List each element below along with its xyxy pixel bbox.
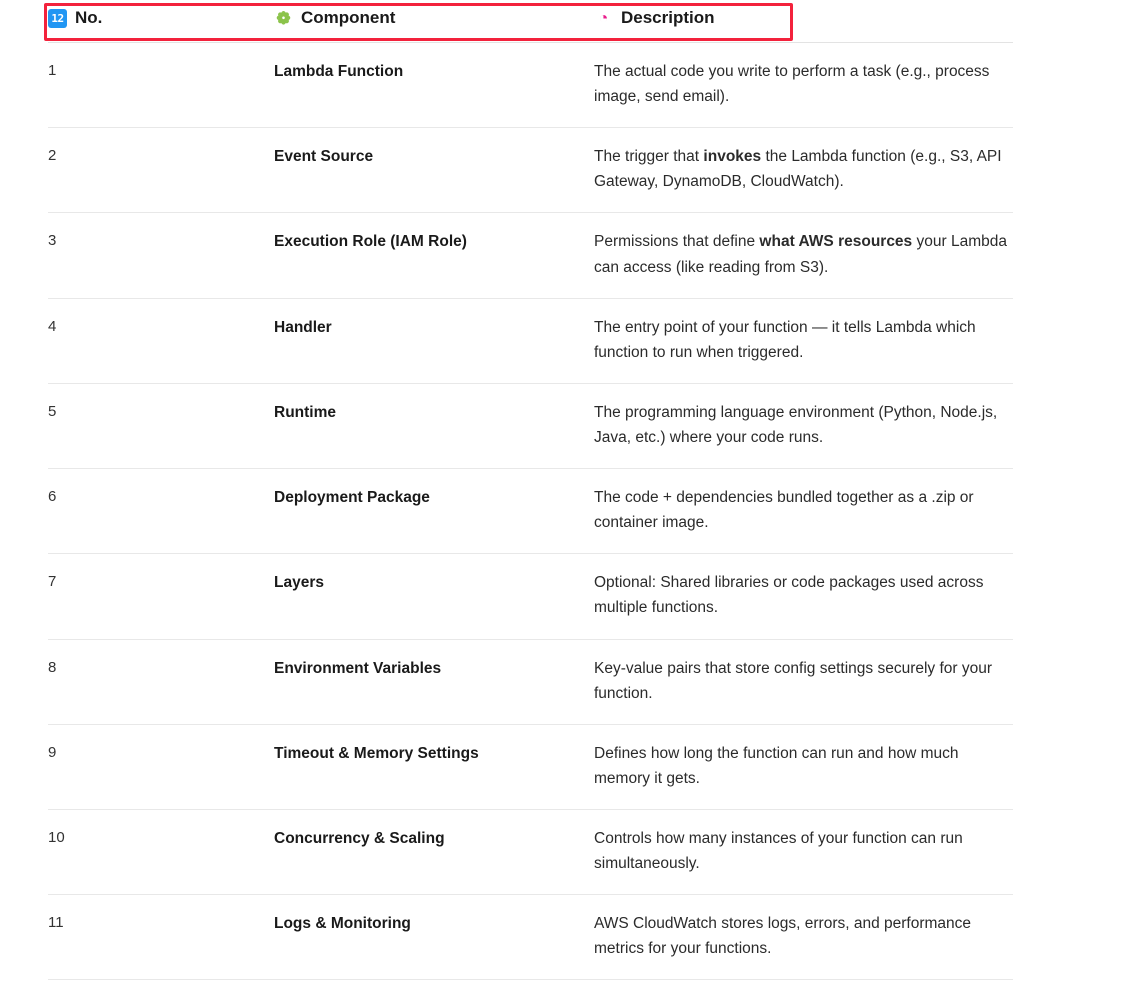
column-header-no[interactable] xyxy=(48,0,274,43)
cell-component: Timeout & Memory Settings xyxy=(274,724,594,809)
table-row xyxy=(48,724,1013,809)
cell-no: 3 xyxy=(48,213,274,298)
table-row xyxy=(48,639,1013,724)
table-row xyxy=(48,128,1013,213)
cell-no: 7 xyxy=(48,554,274,639)
table-body xyxy=(48,43,1013,980)
cell-no: 10 xyxy=(48,809,274,894)
column-header-description-label: Description xyxy=(621,8,715,27)
column-header-description[interactable] xyxy=(594,0,1013,43)
cell-component: Handler xyxy=(274,298,594,383)
cell-component: Event Source xyxy=(274,128,594,213)
cell-no: 11 xyxy=(48,895,274,980)
table-header xyxy=(48,0,1013,43)
table-header-row xyxy=(48,0,1013,43)
cell-component: Deployment Package xyxy=(274,469,594,554)
cell-no: 2 xyxy=(48,128,274,213)
table-row xyxy=(48,469,1013,554)
cell-component: Runtime xyxy=(274,383,594,468)
table-row xyxy=(48,554,1013,639)
puzzle-icon: ❁ xyxy=(276,8,291,28)
cell-no: 4 xyxy=(48,298,274,383)
cell-no: 1 xyxy=(48,43,274,128)
cell-description: The code + dependencies bundled together as a .zip or container image. xyxy=(594,469,1013,554)
cell-component: Execution Role (IAM Role) xyxy=(274,213,594,298)
cell-component: Lambda Function xyxy=(274,43,594,128)
brain-icon: ◔ xyxy=(598,9,609,27)
column-header-component[interactable] xyxy=(274,0,594,43)
cell-description: The actual code you write to perform a task (e.g., process image, send email). xyxy=(594,43,1013,128)
cell-description: Optional: Shared libraries or code packages used across multiple functions. xyxy=(594,554,1013,639)
table-row xyxy=(48,43,1013,128)
cell-description: The programming language environment (Python, Node.js, Java, etc.) where your code runs. xyxy=(594,383,1013,468)
cell-no: 9 xyxy=(48,724,274,809)
cell-component: Concurrency & Scaling xyxy=(274,809,594,894)
cell-description: Key-value pairs that store config settings securely for your function. xyxy=(594,639,1013,724)
cell-component: Logs & Monitoring xyxy=(274,895,594,980)
cell-description: The entry point of your function — it tells Lambda which function to run when triggered. xyxy=(594,298,1013,383)
table-row xyxy=(48,809,1013,894)
table-row xyxy=(48,895,1013,980)
cell-description: The trigger that invokes the Lambda function (e.g., S3, API Gateway, DynamoDB, CloudWatch). xyxy=(594,128,1013,213)
cell-description: Controls how many instances of your function can run simultaneously. xyxy=(594,809,1013,894)
column-header-no-label: No. xyxy=(75,8,103,27)
cell-no: 5 xyxy=(48,383,274,468)
cell-component: Layers xyxy=(274,554,594,639)
cell-description: AWS CloudWatch stores logs, errors, and performance metrics for your functions. xyxy=(594,895,1013,980)
cell-no: 6 xyxy=(48,469,274,554)
table-row xyxy=(48,383,1013,468)
cell-no: 8 xyxy=(48,639,274,724)
lambda-components-table xyxy=(48,0,1013,980)
number-icon: 12 xyxy=(48,9,67,28)
table-row xyxy=(48,213,1013,298)
cell-description: Defines how long the function can run and how much memory it gets. xyxy=(594,724,1013,809)
table-row xyxy=(48,298,1013,383)
column-header-component-label: Component xyxy=(301,8,396,27)
cell-description: Permissions that define what AWS resources your Lambda can access (like reading from S3). xyxy=(594,213,1013,298)
cell-component: Environment Variables xyxy=(274,639,594,724)
